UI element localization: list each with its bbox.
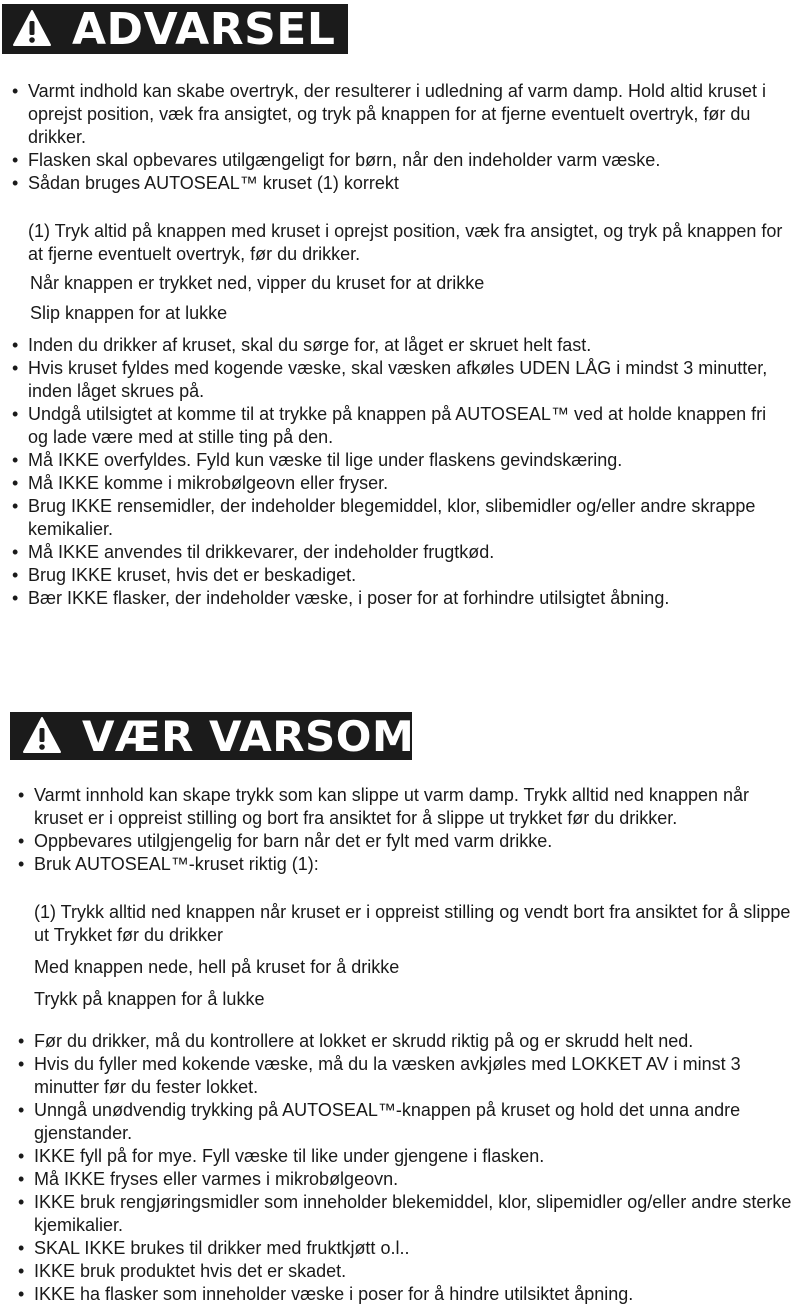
warning-icon: [22, 716, 62, 756]
list-item: • Flasken skal opbevares utilgængeligt for børn, når den indeholder varm væske.: [10, 149, 790, 172]
list-item: • Brug IKKE kruset, hvis det er beskadiget.: [10, 564, 790, 587]
list-item: • Må IKKE overfyldes. Fyld kun væske til lige under flaskens gevindskæring.: [10, 449, 790, 472]
list-item: • Før du drikker, må du kontrollere at lokket er skrudd riktig på og er skrudd helt ned.: [16, 1030, 800, 1053]
list-item: • SKAL IKKE brukes til drikker med fruktkjøtt o.l..: [16, 1237, 800, 1260]
warning-icon: [12, 9, 52, 49]
list-item: • Bær IKKE flasker, der indeholder væske, i poser for at forhindre utilsigtet åbning.: [10, 587, 790, 610]
list-item: • IKKE ha flasker som inneholder væske i poser for å hindre utilsiktet åpning.: [16, 1283, 800, 1306]
instruction-block: [28, 220, 788, 325]
list-item: • Unngå unødvendig trykking på AUTOSEAL™-knappen på kruset og hold det unna andre gjenstander.: [16, 1099, 800, 1145]
instruction-text: Trykk på knappen for å lukke: [34, 989, 265, 1009]
list-item: • Må IKKE anvendes til drikkevarer, der indeholder frugtkød.: [10, 541, 790, 564]
instruction-text: Når knappen er trykket ned, vipper du kruset for at drikke: [30, 273, 485, 293]
list-item: • Bruk AUTOSEAL™-kruset riktig (1):: [16, 853, 796, 876]
warning-banner-vaer-varsom: [10, 711, 415, 761]
instruction-text: Slip knappen for at lukke: [30, 303, 228, 323]
instruction-text: (1) Trykk alltid ned knappen når kruset er i oppreist stilling og vendt bort fra ansiktet for å slippe ut Trykket før du drikker: [34, 902, 791, 945]
list-item: • Brug IKKE rensemidler, der indeholder blegemiddel, klor, slibemidler og/eller andre skrappe kemikalier.: [10, 495, 790, 541]
list-item: • Oppbevares utilgjengelig for barn når det er fylt med varm drikke.: [16, 830, 796, 853]
warning-banner-advarsel: [2, 4, 348, 54]
list-item: • Hvis du fyller med kokende væske, må du la væsken avkjøles med LOKKET AV i minst 3 minutter før du fester lokket.: [16, 1053, 800, 1099]
instruction-block: [34, 901, 794, 1011]
list-item: • Må IKKE komme i mikrobølgeovn eller fryser.: [10, 472, 790, 495]
list-item: • IKKE bruk rengjøringsmidler som inneholder blekemiddel, klor, slipemidler og/eller andre sterke kjemikalier.: [16, 1191, 800, 1237]
list-item: • Varmt indhold kan skabe overtryk, der resulterer i udledning af varm damp. Hold altid kruset i oprejst position, væk fra ansigtet, og tryk på knappen for at fjerne eventuelt overtryk, før du drikker.: [10, 80, 790, 149]
list-item: • Sådan bruges AUTOSEAL™ kruset (1) korrekt: [10, 172, 790, 195]
banner-title: ADVARSEL: [72, 3, 336, 55]
list-item: • IKKE bruk produktet hvis det er skadet.: [16, 1260, 800, 1283]
list-item: • Må IKKE fryses eller varmes i mikrobølgeovn.: [16, 1168, 800, 1191]
list-item: • Undgå utilsigtet at komme til at trykke på knappen på AUTOSEAL™ ved at holde knappen fri og lade være med at stille ting på den.: [10, 403, 790, 449]
instruction-text: Med knappen nede, hell på kruset for å drikke: [34, 957, 400, 977]
instruction-text: (1) Tryk altid på knappen med kruset i oprejst position, væk fra ansigtet, og tryk på knappen for at fjerne eventuelt overtryk, før du drikker.: [28, 221, 783, 264]
bullet-list: [10, 334, 790, 610]
bullet-list: [16, 784, 796, 876]
list-item: • Inden du drikker af kruset, skal du sørge for, at låget er skruet helt fast.: [10, 334, 790, 357]
list-item: • IKKE fyll på for mye. Fyll væske til like under gjengene i flasken.: [16, 1145, 800, 1168]
list-item: • Hvis kruset fyldes med kogende væske, skal væsken afkøles UDEN LÅG i mindst 3 minutter, inden låget skrues på.: [10, 357, 790, 403]
banner-title: VÆR VARSOM: [82, 711, 415, 761]
bullet-list: [16, 1030, 800, 1306]
list-item: • Varmt innhold kan skape trykk som kan slippe ut varm damp. Trykk alltid ned knappen når kruset er i oppreist stilling og bort fra ansiktet for å slippe ut trykket før du drikker.: [16, 784, 796, 830]
bullet-list: [10, 80, 790, 195]
